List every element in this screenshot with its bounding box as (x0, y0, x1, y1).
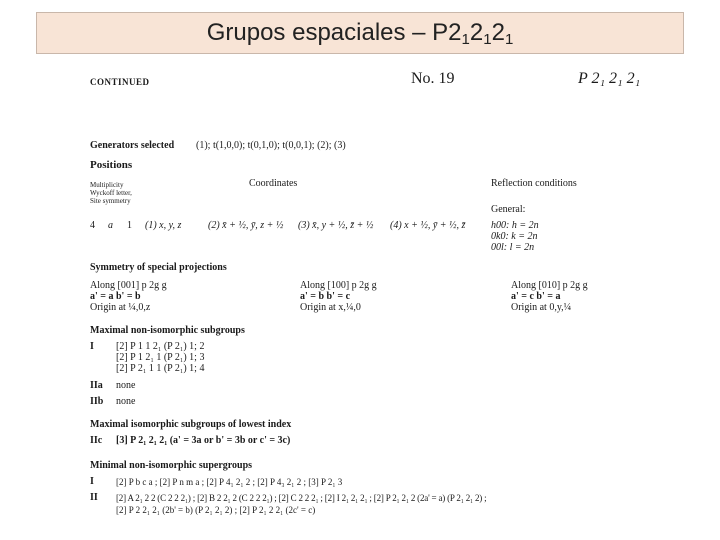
condition-00l: 00l: l = 2n (491, 242, 535, 253)
title-sub-1: 1 (461, 31, 470, 48)
subgroup-I-label: I (90, 341, 94, 352)
coordinate-2: (2) x̄ + ½, ȳ, z + ½ (208, 220, 284, 231)
proj-100-origin: Origin at x,¼,0 (300, 302, 361, 313)
subgroup-IIb-label: IIb (90, 396, 104, 407)
title-sub-3: 1 (504, 31, 514, 48)
condition-h00: h00: h = 2n (491, 220, 539, 231)
subgroup-IIa-value: none (116, 380, 136, 391)
subgroup-IIc-label: IIc (90, 435, 103, 446)
title-sub-2: 1 (483, 31, 492, 48)
subgroup-IIa-label: IIa (90, 380, 103, 391)
coordinate-1: (1) x, y, z (145, 220, 182, 231)
slide-title (36, 12, 684, 54)
subgroup-I-row: [2] P 1 2₁ 1 (P 2₁) 1; 3 (116, 352, 205, 363)
supergroup-II-line-2: [2] P 2 2₁ 2₁ (2b' = b) (P 2₁ 2₁ 2) ; [2] P 2₁ 2 2₁ (2c' = c) (116, 505, 316, 515)
site-symmetry-value: 1 (127, 220, 132, 231)
minimal-supergroups-label: Minimal non-isomorphic supergroups (90, 460, 253, 471)
proj-010-cell: a' = c b' = a (511, 291, 561, 302)
subgroup-I-row: [2] P 2₁ 1 1 (P 2₁) 1; 4 (116, 363, 205, 374)
multiplicity-value: 4 (90, 220, 95, 231)
special-projections-label: Symmetry of special projections (90, 262, 227, 273)
wyckoff-letter: a (108, 220, 113, 231)
subgroup-IIb-value: none (116, 396, 136, 407)
supergroup-I-value: [2] P b c a ; [2] P n m a ; [2] P 4₁ 2₁ 2 ; [2] P 4₃ 2₁ 2 ; [3] P 2₁ 3 (116, 477, 343, 487)
group-number: No. 19 (411, 70, 455, 87)
generators-label: Generators selected (90, 140, 175, 151)
maximal-isomorphic-label: Maximal isomorphic subgroups of lowest index (90, 419, 292, 430)
subgroup-I-row: [2] P 1 1 2₁ (P 2₁) 1; 2 (116, 341, 205, 352)
proj-010-along: Along [010] p 2g g (511, 280, 588, 291)
group-symbol: P 2₁ 2₁ 2₁ (578, 70, 641, 87)
proj-010-origin: Origin at 0,y,¼ (511, 302, 572, 313)
coordinates-label: Coordinates (249, 178, 298, 189)
condition-0k0: 0k0: k = 2n (491, 231, 538, 242)
proj-001-cell: a' = a b' = b (90, 291, 141, 302)
proj-001-along: Along [001] p 2g g (90, 280, 167, 291)
supergroup-II-label: II (90, 492, 98, 503)
maximal-nonisomorphic-label: Maximal non-isomorphic subgroups (90, 325, 245, 336)
subgroup-IIc-value: [3] P 2₁ 2₁ 2₁ (a' = 3a or b' = 3b or c' = 3c) (116, 435, 291, 446)
general-label: General: (491, 204, 526, 215)
supergroup-II-line-1: [2] A 2₁ 2 2 (C 2 2 2₁) ; [2] B 2 2₁ 2 (C 2 2 2₁) ; [2] C 2 2 2₁ ; [2] I 2₁ 2₁ 2₁ ; [2] P 2₁ 2₁ 2 (2a' = a) (P 2₁ 2₁ 2) ; (116, 493, 487, 503)
proj-100-cell: a' = b b' = c (300, 291, 351, 302)
proj-001-origin: Origin at ¼,0,z (90, 302, 151, 313)
generators-text: (1); t(1,0,0); t(0,1,0); t(0,0,1); (2); (3) (196, 140, 346, 151)
coordinate-3: (3) x̄, y + ½, z̄ + ½ (298, 220, 374, 231)
multiplicity-label: Multiplicity (90, 181, 124, 189)
positions-label: Positions (90, 159, 133, 171)
wyckoff-label: Wyckoff letter, (90, 189, 132, 197)
title-main: Grupos espaciales – P2 (206, 19, 462, 46)
proj-100-along: Along [100] p 2g g (300, 280, 377, 291)
coordinate-4: (4) x + ½, ȳ + ½, z̄ (390, 220, 466, 231)
site-symmetry-label: Site symmetry (90, 197, 131, 205)
title-mid-1: 2 (469, 19, 484, 46)
supergroup-I-label: I (90, 476, 94, 487)
reflection-conditions-label: Reflection conditions (491, 178, 577, 189)
continued-label: CONTINUED (90, 77, 150, 87)
title-mid-2: 2 (491, 19, 505, 46)
